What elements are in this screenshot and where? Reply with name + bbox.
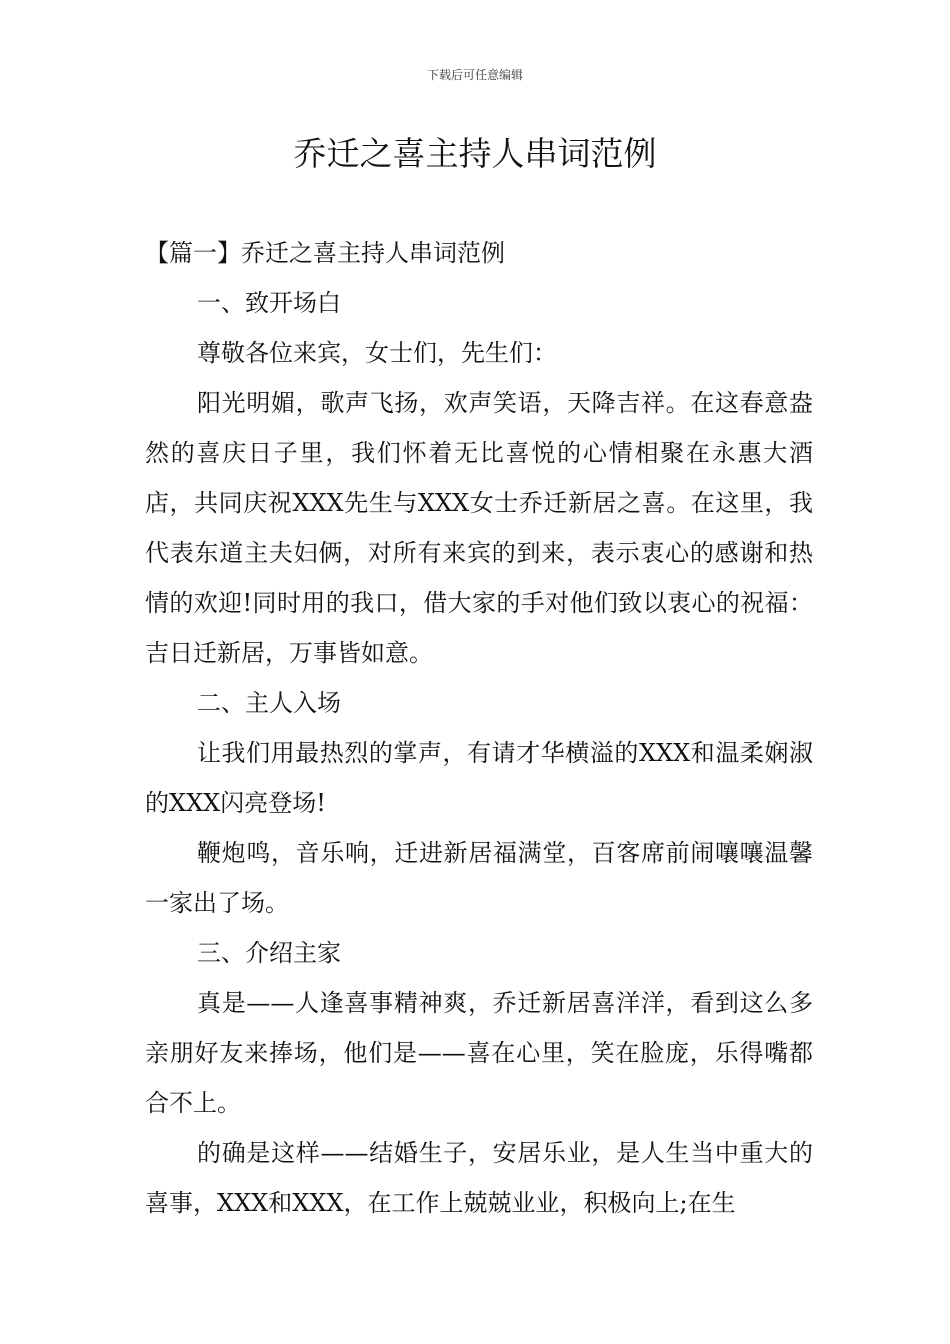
section-heading-hosts-enter: 二、主人入场 (197, 689, 341, 717)
document-title: 乔迁之喜主持人串词范例 (293, 134, 657, 173)
section-heading-part-one: 【篇一】乔迁之喜主持人串词范例 (145, 239, 505, 267)
section-heading-introduce-hosts: 三、介绍主家 (197, 939, 341, 967)
hosts-enter-paragraph: 让我们用最热烈的掌声，有请才华横溢的XXX和温柔娴淑的XXX闪亮登场! (145, 739, 813, 817)
header-note: 下载后可任意编辑 (426, 68, 523, 82)
opening-speech-paragraph: 阳光明媚，歌声飞扬，欢声笑语，天降吉祥。在这春意盎然的喜庆日子里，我们怀着无比喜悦的心情相聚在永惠大酒店，共同庆祝XXX先生与XXX女士乔迁新居之喜。在这里，我代表东道主夫妇俩，对所有来宾的到来，表示衷心的感谢和热情的欢迎!同时用的我口，借大家的手对他们致以衷心的祝福：吉日迁新居，万事皆如意。 (145, 389, 813, 667)
introduce-hosts-paragraph: 真是——人逢喜事精神爽，乔迁新居喜洋洋，看到这么多亲朋好友来捧场，他们是——喜在心里，笑在脸庞，乐得嘴都合不上。 (145, 989, 813, 1117)
firecracker-paragraph: 鞭炮鸣，音乐响，迁进新居福满堂，百客席前闹嚷嚷温馨一家出了场。 (145, 839, 813, 917)
marriage-paragraph: 的确是这样——结婚生子，安居乐业，是人生当中重大的喜事，XXX和XXX，在工作上兢兢业业，积极向上;在生 (145, 1139, 813, 1217)
document-body (145, 228, 813, 1228)
greeting-paragraph: 尊敬各位来宾，女士们，先生们： (197, 339, 557, 367)
section-heading-opening: 一、致开场白 (197, 289, 341, 317)
